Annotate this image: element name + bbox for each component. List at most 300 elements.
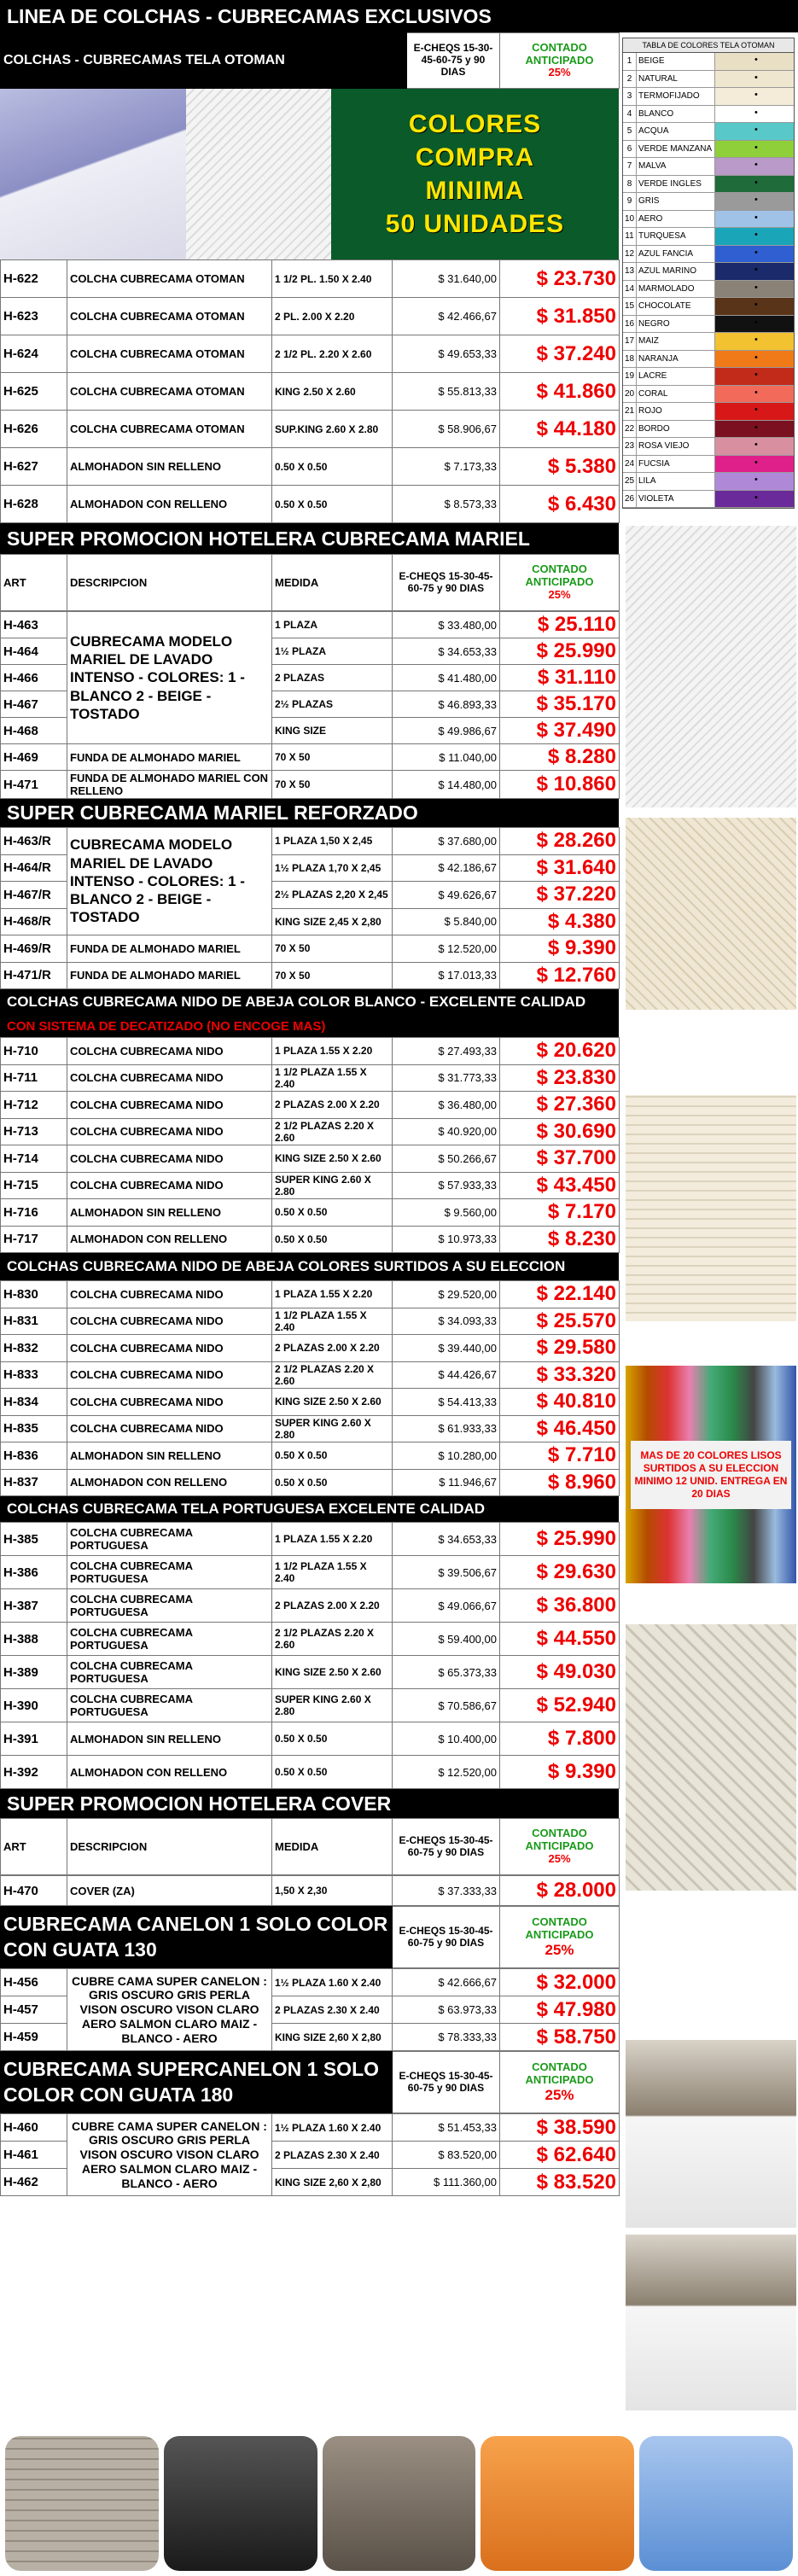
color-row <box>623 298 794 316</box>
color-number: 4 <box>623 106 637 123</box>
color-swatch <box>715 123 794 140</box>
color-row <box>623 316 794 334</box>
canelon-table <box>0 1968 620 2051</box>
color-row <box>623 88 794 106</box>
item-description: COLCHA CUBRECAMA NIDO <box>67 1415 272 1442</box>
item-description: ALMOHADON CON RELLENO <box>67 1226 272 1253</box>
item-code: H-463/R <box>1 828 67 855</box>
item-code: H-388 <box>1 1623 67 1656</box>
color-name: GRIS <box>637 193 715 210</box>
table-row <box>1 1623 620 1656</box>
item-size: SUPER KING 2.60 X 2.80 <box>272 1689 393 1722</box>
item-code: H-387 <box>1 1589 67 1623</box>
color-row <box>623 193 794 211</box>
color-name: CHOCOLATE <box>637 298 715 315</box>
color-name: ROSA VIEJO <box>637 438 715 455</box>
color-swatch <box>715 53 794 70</box>
cash-price: $ 9.390 <box>500 1756 620 1789</box>
echeq-price: $ 5.840,00 <box>393 908 500 935</box>
table-row <box>1 1589 620 1623</box>
echeq-price: $ 37.680,00 <box>393 828 500 855</box>
item-size: KING SIZE <box>272 718 393 744</box>
item-code: H-471 <box>1 771 67 799</box>
item-size: 1½ PLAZA 1,70 X 2,45 <box>272 854 393 882</box>
item-size: KING SIZE 2,60 X 2,80 <box>272 2169 393 2196</box>
item-description: COLCHA CUBRECAMA NIDO <box>67 1335 272 1362</box>
mariel-header <box>0 554 620 611</box>
cash-price: $ 23.730 <box>500 260 620 298</box>
item-description: COLCHA CUBRECAMA NIDO <box>67 1064 272 1092</box>
color-number: 19 <box>623 368 637 385</box>
color-table <box>622 38 795 509</box>
item-code: H-464 <box>1 638 67 665</box>
echeq-header: E-CHEQS 15-30-45-60-75 y 90 DIAS <box>393 1819 500 1875</box>
color-name: MARMOLADO <box>637 281 715 298</box>
item-code: H-468 <box>1 718 67 744</box>
otoman-photos <box>0 89 619 259</box>
section-title: COLCHAS CUBRECAMA NIDO DE ABEJA COLORES SURTIDOS A SU ELECCION <box>0 1253 619 1280</box>
echeq-price: $ 10.400,00 <box>393 1722 500 1756</box>
fabric-photo <box>186 89 331 259</box>
item-code: H-626 <box>1 411 67 448</box>
item-size: 2½ PLAZAS 2,20 X 2,45 <box>272 882 393 909</box>
col-desc: DESCRIPCION <box>67 555 272 611</box>
echeq-price: $ 55.813,33 <box>393 373 500 411</box>
merged-description: CUBRECAMA MODELO MARIEL DE LAVADO INTENSO - COLORES: 1 - BLANCO 2 - BEIGE - TOSTADO <box>67 828 272 935</box>
item-size: 2 1/2 PLAZAS 2.20 X 2.60 <box>272 1118 393 1145</box>
color-row <box>623 421 794 439</box>
supercanelon-table <box>0 2113 620 2196</box>
color-name: FUCSIA <box>637 456 715 473</box>
item-code: H-836 <box>1 1442 67 1470</box>
item-code: H-833 <box>1 1361 67 1389</box>
table-row <box>1 1092 620 1119</box>
col-art: ART <box>1 1819 67 1875</box>
item-description: FUNDA DE ALMOHADO MARIEL <box>67 744 272 771</box>
color-swatch <box>715 403 794 420</box>
cash-price: $ 8.960 <box>500 1469 620 1496</box>
nido-blanco-table <box>0 1037 620 1253</box>
color-swatch <box>715 71 794 88</box>
cash-price: $ 31.110 <box>500 665 620 691</box>
color-number: 13 <box>623 263 637 280</box>
item-code: H-834 <box>1 1389 67 1416</box>
color-row <box>623 53 794 71</box>
color-number: 7 <box>623 158 637 175</box>
color-name: NARANJA <box>637 351 715 368</box>
item-size: 2 1/2 PLAZAS 2.20 X 2.60 <box>272 1361 393 1389</box>
table-row <box>1 1226 620 1253</box>
table-row <box>1 1442 620 1470</box>
color-row <box>623 456 794 474</box>
echeq-price: $ 17.013,33 <box>393 962 500 989</box>
color-swatch <box>715 176 794 193</box>
item-description: COLCHA CUBRECAMA NIDO <box>67 1308 272 1335</box>
promo-line: MINIMA <box>425 177 525 205</box>
color-swatch <box>715 211 794 228</box>
item-description: COLCHA CUBRECAMA NIDO <box>67 1389 272 1416</box>
color-swatch <box>715 386 794 403</box>
echeq-price: $ 61.933,33 <box>393 1415 500 1442</box>
color-number: 11 <box>623 228 637 245</box>
cash-header: CONTADO ANTICIPADO 25% <box>500 1819 620 1875</box>
item-description: COLCHA CUBRECAMA PORTUGUESA <box>67 1523 272 1556</box>
item-code: H-469/R <box>1 935 67 963</box>
item-code: H-385 <box>1 1523 67 1556</box>
bed-photo <box>0 89 186 259</box>
color-row <box>623 491 794 509</box>
table-row <box>1 744 620 771</box>
color-number: 3 <box>623 88 637 105</box>
item-description: COLCHA CUBRECAMA OTOMAN <box>67 335 272 373</box>
cash-price: $ 8.280 <box>500 744 620 771</box>
color-row <box>623 246 794 264</box>
echeq-header: E-CHEQS 15-30-45-60-75 y 90 DIAS <box>393 1907 500 1968</box>
table-row <box>1 1172 620 1199</box>
table-row <box>1 1389 620 1416</box>
item-code: H-624 <box>1 335 67 373</box>
color-name: BEIGE <box>637 53 715 70</box>
supercanelon-header <box>0 2051 620 2113</box>
echeq-price: $ 49.626,67 <box>393 882 500 909</box>
folded-products-strip <box>0 2431 798 2576</box>
color-number: 14 <box>623 281 637 298</box>
color-name: CORAL <box>637 386 715 403</box>
cash-price: $ 7.710 <box>500 1442 620 1470</box>
item-description: COVER (ZA) <box>67 1876 272 1906</box>
portuguesa-photo <box>626 1624 796 1891</box>
item-description: ALMOHADON SIN RELLENO <box>67 448 272 486</box>
item-code: H-467/R <box>1 882 67 909</box>
echeq-price: $ 46.893,33 <box>393 691 500 718</box>
cash-price: $ 29.580 <box>500 1335 620 1362</box>
item-description: COLCHA CUBRECAMA NIDO <box>67 1172 272 1199</box>
item-code: H-471/R <box>1 962 67 989</box>
product-photo <box>481 2436 634 2571</box>
color-table-title: TABLA DE COLORES TELA OTOMAN <box>623 38 794 53</box>
nido-colores-table <box>0 1280 620 1496</box>
product-photo <box>639 2436 793 2571</box>
color-number: 2 <box>623 71 637 88</box>
color-name: AZUL FANCIA <box>637 246 715 263</box>
item-code: H-716 <box>1 1199 67 1227</box>
item-description: FUNDA DE ALMOHADO MARIEL CON RELLENO <box>67 771 272 799</box>
item-code: H-713 <box>1 1118 67 1145</box>
color-number: 10 <box>623 211 637 228</box>
cash-price: $ 37.490 <box>500 718 620 744</box>
item-size: 2 PLAZAS 2.30 X 2.40 <box>272 1996 393 2024</box>
minimum-order-box <box>331 89 619 259</box>
color-swatch <box>715 263 794 280</box>
color-swatch <box>715 368 794 385</box>
item-code: H-710 <box>1 1038 67 1065</box>
mariel-reforzado-photo <box>626 818 796 1010</box>
item-size: 0.50 X 0.50 <box>272 1469 393 1496</box>
echeq-price: $ 42.186,67 <box>393 854 500 882</box>
item-description: ALMOHADON CON RELLENO <box>67 1756 272 1789</box>
echeq-price: $ 31.640,00 <box>393 260 500 298</box>
mariel-table <box>0 611 620 799</box>
table-row <box>1 1145 620 1173</box>
item-code: H-715 <box>1 1172 67 1199</box>
item-code: H-625 <box>1 373 67 411</box>
table-row <box>1 1281 620 1308</box>
cash-price: $ 31.640 <box>500 854 620 882</box>
echeq-header: E-CHEQS 15-30-45-60-75 y 90 DIAS <box>407 33 500 89</box>
merged-description: CUBRECAMA MODELO MARIEL DE LAVADO INTENSO - COLORES: 1 - BLANCO 2 - BEIGE - TOSTADO <box>67 612 272 744</box>
cash-price: $ 44.550 <box>500 1623 620 1656</box>
cash-price: $ 37.240 <box>500 335 620 373</box>
cash-price: $ 25.990 <box>500 638 620 665</box>
cash-price: $ 31.850 <box>500 298 620 335</box>
section-title: COLCHAS CUBRECAMA TELA PORTUGUESA EXCELENTE CALIDAD <box>0 1496 619 1522</box>
color-swatch <box>715 158 794 175</box>
color-number: 15 <box>623 298 637 315</box>
echeq-header: E-CHEQS 15-30-45-60-75 y 90 DIAS <box>393 555 500 611</box>
item-size: KING SIZE 2.50 X 2.60 <box>272 1389 393 1416</box>
table-row <box>1 771 620 799</box>
item-code: H-457 <box>1 1996 67 2024</box>
cash-price: $ 40.810 <box>500 1389 620 1416</box>
col-meas: MEDIDA <box>272 1819 393 1875</box>
item-description: COLCHA CUBRECAMA OTOMAN <box>67 298 272 335</box>
table-row <box>1 1556 620 1589</box>
table-row <box>1 1308 620 1335</box>
table-row <box>1 448 620 486</box>
cash-header: CONTADO ANTICIPADO 25% <box>500 1907 620 1968</box>
cash-price: $ 33.320 <box>500 1361 620 1389</box>
color-row <box>623 71 794 89</box>
table-row <box>1 486 620 523</box>
col-art: ART <box>1 555 67 611</box>
item-code: H-717 <box>1 1226 67 1253</box>
cover-table <box>0 1818 620 1875</box>
item-size: 1 PLAZA 1.55 X 2.20 <box>272 1038 393 1065</box>
echeq-price: $ 65.373,33 <box>393 1656 500 1689</box>
cash-price: $ 9.390 <box>500 935 620 963</box>
cash-price: $ 6.430 <box>500 486 620 523</box>
table-row <box>1 1361 620 1389</box>
cash-price: $ 47.980 <box>500 1996 620 2024</box>
table-row <box>1 298 620 335</box>
table-row <box>1 260 620 298</box>
item-description: COLCHA CUBRECAMA OTOMAN <box>67 373 272 411</box>
color-number: 18 <box>623 351 637 368</box>
item-code: H-623 <box>1 298 67 335</box>
merged-description: CUBRE CAMA SUPER CANELON : GRIS OSCURO GRIS PERLA VISON OSCURO VISON CLARO AERO SALMON CLARO MAIZ - BLANCO - AERO <box>67 2114 272 2196</box>
item-size: 1 1/2 PLAZA 1.55 X 2.40 <box>272 1556 393 1589</box>
echeq-price: $ 39.440,00 <box>393 1335 500 1362</box>
item-size: 1½ PLAZA <box>272 638 393 665</box>
item-size: 1 1/2 PLAZA 1.55 X 2.40 <box>272 1064 393 1092</box>
item-size: 0.50 X 0.50 <box>272 486 393 523</box>
item-description: COLCHA CUBRECAMA NIDO <box>67 1281 272 1308</box>
cash-price: $ 7.170 <box>500 1199 620 1227</box>
color-number: 26 <box>623 491 637 508</box>
cash-price: $ 25.990 <box>500 1523 620 1556</box>
color-name: NATURAL <box>637 71 715 88</box>
cash-price: $ 43.450 <box>500 1172 620 1199</box>
item-code: H-627 <box>1 448 67 486</box>
promo-line: COMPRA <box>415 143 535 172</box>
item-code: H-459 <box>1 2024 67 2051</box>
item-size: 2 1/2 PLAZAS 2.20 X 2.60 <box>272 1623 393 1656</box>
item-code: H-391 <box>1 1722 67 1756</box>
table-row <box>1 1523 620 1556</box>
cash-price: $ 44.180 <box>500 411 620 448</box>
section-title: SUPER CUBRECAMA MARIEL REFORZADO <box>0 799 619 827</box>
color-name: BORDO <box>637 421 715 438</box>
item-size: 2 PLAZAS 2.00 X 2.20 <box>272 1092 393 1119</box>
cash-price: $ 7.800 <box>500 1722 620 1756</box>
item-code: H-389 <box>1 1656 67 1689</box>
cash-price: $ 36.800 <box>500 1589 620 1623</box>
cash-price: $ 25.110 <box>500 612 620 638</box>
cash-price: $ 46.450 <box>500 1415 620 1442</box>
color-name: ACQUA <box>637 123 715 140</box>
section-subtitle: CON SISTEMA DE DECATIZADO (NO ENCOGE MAS) <box>0 1015 619 1037</box>
color-swatch <box>715 491 794 508</box>
item-size: 70 X 50 <box>272 935 393 963</box>
color-swatch <box>715 473 794 490</box>
echeq-price: $ 111.360,00 <box>393 2169 500 2196</box>
item-code: H-466 <box>1 665 67 691</box>
color-number: 16 <box>623 316 637 333</box>
item-description: COLCHA CUBRECAMA PORTUGUESA <box>67 1656 272 1689</box>
color-row <box>623 123 794 141</box>
echeq-price: $ 7.173,33 <box>393 448 500 486</box>
color-row <box>623 351 794 369</box>
item-size: 0.50 X 0.50 <box>272 1226 393 1253</box>
cash-header: CONTADO ANTICIPADO 25% <box>500 2052 620 2113</box>
table-row <box>1 612 620 638</box>
echeq-price: $ 70.586,67 <box>393 1689 500 1722</box>
col-desc: DESCRIPCION <box>67 1819 272 1875</box>
cash-price: $ 37.700 <box>500 1145 620 1173</box>
cash-price: $ 10.860 <box>500 771 620 799</box>
color-name: MALVA <box>637 158 715 175</box>
item-code: H-711 <box>1 1064 67 1092</box>
echeq-price: $ 34.093,33 <box>393 1308 500 1335</box>
item-size: KING SIZE 2,45 X 2,80 <box>272 908 393 935</box>
item-size: 1½ PLAZA 1.60 X 2.40 <box>272 1969 393 1996</box>
cash-header: CONTADO ANTICIPADO 25% <box>500 555 620 611</box>
table-row <box>1 1335 620 1362</box>
echeq-price: $ 54.413,33 <box>393 1389 500 1416</box>
color-swatch <box>715 316 794 333</box>
item-description: COLCHA CUBRECAMA NIDO <box>67 1361 272 1389</box>
color-swatch <box>715 281 794 298</box>
item-size: KING SIZE 2.50 X 2.60 <box>272 1656 393 1689</box>
item-description: COLCHA CUBRECAMA OTOMAN <box>67 411 272 448</box>
color-name: LACRE <box>637 368 715 385</box>
echeq-price: $ 83.520,00 <box>393 2142 500 2169</box>
echeq-price: $ 11.040,00 <box>393 744 500 771</box>
section-title: SUPER PROMOCION HOTELERA CUBRECAMA MARIEL <box>0 523 619 554</box>
nido-colores-photo <box>626 1366 796 1583</box>
cash-price: $ 32.000 <box>500 1969 620 1996</box>
cash-price: $ 12.760 <box>500 962 620 989</box>
item-code: H-390 <box>1 1689 67 1722</box>
item-size: 1 1/2 PL. 1.50 X 2.40 <box>272 260 393 298</box>
color-number: 20 <box>623 386 637 403</box>
item-size: 70 X 50 <box>272 771 393 799</box>
color-number: 5 <box>623 123 637 140</box>
table-row <box>1 411 620 448</box>
echeq-price: $ 49.986,67 <box>393 718 500 744</box>
color-number: 6 <box>623 141 637 158</box>
echeq-price: $ 40.920,00 <box>393 1118 500 1145</box>
promo-box: MAS DE 20 COLORES LISOS SURTIDOS A SU ELECCION MINIMO 12 UNID. ENTREGA EN 20 DIAS <box>631 1441 791 1509</box>
table-row <box>1 1876 620 1906</box>
item-code: H-467 <box>1 691 67 718</box>
item-size: 0.50 X 0.50 <box>272 1199 393 1227</box>
item-size: 1 PLAZA 1,50 X 2,45 <box>272 828 393 855</box>
canelon-photo <box>626 2040 796 2228</box>
item-code: H-463 <box>1 612 67 638</box>
promo-line: COLORES <box>408 110 542 138</box>
cash-header: CONTADO ANTICIPADO 25% <box>500 33 620 89</box>
color-name: AZUL MARINO <box>637 263 715 280</box>
item-code: H-837 <box>1 1469 67 1496</box>
color-swatch <box>715 438 794 455</box>
table-row <box>1 1469 620 1496</box>
item-code: H-462 <box>1 2169 67 2196</box>
section-title: COLCHAS CUBRECAMA NIDO DE ABEJA COLOR BLANCO - EXCELENTE CALIDAD <box>0 989 619 1015</box>
color-row <box>623 211 794 229</box>
echeq-price: $ 37.333,33 <box>393 1876 500 1906</box>
side-top-bar <box>619 0 798 32</box>
item-code: H-461 <box>1 2142 67 2169</box>
color-number: 23 <box>623 438 637 455</box>
color-row <box>623 228 794 246</box>
item-code: H-712 <box>1 1092 67 1119</box>
table-row <box>1 1689 620 1722</box>
echeq-price: $ 33.480,00 <box>393 612 500 638</box>
color-number: 24 <box>623 456 637 473</box>
item-size: 1 PLAZA 1.55 X 2.20 <box>272 1523 393 1556</box>
table-row <box>1 962 620 989</box>
color-row <box>623 158 794 176</box>
echeq-price: $ 41.480,00 <box>393 665 500 691</box>
table-row <box>1 1656 620 1689</box>
cash-price: $ 35.170 <box>500 691 620 718</box>
merged-description: CUBRE CAMA SUPER CANELON : GRIS OSCURO GRIS PERLA VISON OSCURO VISON CLARO AERO SALMON CLARO MAIZ - BLANCO - AERO <box>67 1969 272 2051</box>
echeq-price: $ 10.973,33 <box>393 1226 500 1253</box>
item-code: H-469 <box>1 744 67 771</box>
item-size: 2 PLAZAS 2.30 X 2.40 <box>272 2142 393 2169</box>
color-name: BLANCO <box>637 106 715 123</box>
item-code: H-832 <box>1 1335 67 1362</box>
echeq-price: $ 78.333,33 <box>393 2024 500 2051</box>
color-swatch <box>715 88 794 105</box>
item-description: COLCHA CUBRECAMA PORTUGUESA <box>67 1556 272 1589</box>
nido-blanco-photo <box>626 1095 796 1321</box>
item-size: SUPER KING 2.60 X 2.80 <box>272 1415 393 1442</box>
color-number: 22 <box>623 421 637 438</box>
mariel-photo <box>626 526 796 807</box>
color-name: VIOLETA <box>637 491 715 508</box>
echeq-price: $ 57.933,33 <box>393 1172 500 1199</box>
otoman-header <box>0 32 620 89</box>
color-row <box>623 176 794 194</box>
table-row <box>1 1038 620 1065</box>
table-row <box>1 1199 620 1227</box>
item-size: 70 X 50 <box>272 744 393 771</box>
table-row <box>1 2114 620 2142</box>
color-number: 25 <box>623 473 637 490</box>
item-size: 1,50 X 2,30 <box>272 1876 393 1906</box>
